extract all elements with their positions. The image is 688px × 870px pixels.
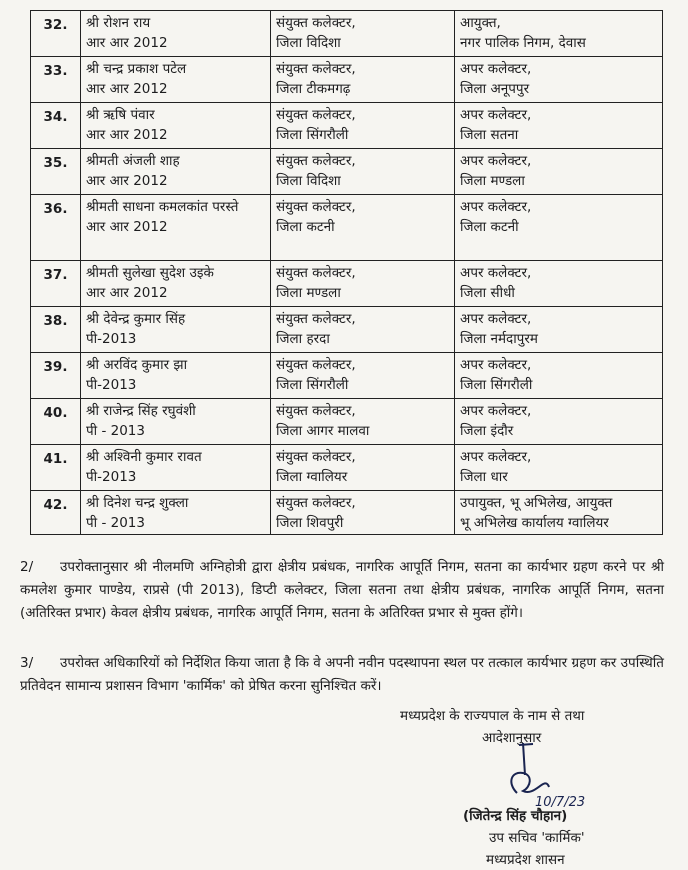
- signature-date: 10/7/23: [535, 795, 586, 810]
- current-posting-line: जिला मण्डला: [276, 285, 341, 301]
- current-posting-line: जिला सिंगरौली: [276, 127, 349, 143]
- new-posting-cell: [455, 57, 663, 103]
- officer-batch: आर आर 2012: [86, 173, 168, 189]
- paragraph-3-number: 3/: [20, 655, 34, 671]
- serial-number: 33.: [31, 57, 81, 103]
- table-row: [31, 261, 663, 307]
- table-row: [31, 353, 663, 399]
- current-posting-cell: [271, 445, 455, 491]
- table-row: [31, 491, 663, 535]
- new-posting-cell: [455, 11, 663, 57]
- new-posting-cell: [455, 261, 663, 307]
- table-row: [31, 307, 663, 353]
- officer-cell: [81, 11, 271, 57]
- new-posting-line: अपर कलेक्टर,: [460, 61, 532, 77]
- new-posting-line: अपर कलेक्टर,: [460, 265, 532, 281]
- new-posting-cell: [455, 103, 663, 149]
- current-posting-line: जिला हरदा: [276, 331, 330, 347]
- current-posting-line: जिला सिंगरौली: [276, 377, 349, 393]
- current-posting-line: संयुक्त कलेक्टर,: [276, 449, 356, 465]
- officer-cell: [81, 399, 271, 445]
- new-posting-line: अपर कलेक्टर,: [460, 311, 532, 327]
- officer-name: श्री अश्विनी कुमार रावत: [86, 449, 202, 465]
- new-posting-line: जिला इंदौर: [460, 423, 514, 439]
- table-row: [31, 57, 663, 103]
- officer-cell: [81, 149, 271, 195]
- officer-batch: पी - 2013: [86, 423, 145, 439]
- paragraph-2: [20, 556, 664, 625]
- officer-batch: पी-2013: [86, 377, 137, 393]
- current-posting-line: जिला विदिशा: [276, 173, 341, 189]
- closing-line-1: मध्यप्रदेश के राज्यपाल के नाम से तथा: [400, 708, 585, 724]
- serial-number: 34.: [31, 103, 81, 149]
- officer-name: श्री ऋषि पंवार: [86, 107, 155, 123]
- officer-cell: [81, 195, 271, 261]
- new-posting-line: जिला अनूपपुर: [460, 81, 530, 97]
- new-posting-cell: [455, 149, 663, 195]
- current-posting-cell: [271, 11, 455, 57]
- current-posting-line: जिला टीकमगढ़: [276, 81, 351, 97]
- serial-number: 42.: [31, 491, 81, 535]
- table-row: [31, 149, 663, 195]
- serial-number: 32.: [31, 11, 81, 57]
- new-posting-cell: [455, 195, 663, 261]
- serial-number: 41.: [31, 445, 81, 491]
- officer-batch: पी-2013: [86, 469, 137, 485]
- current-posting-cell: [271, 195, 455, 261]
- table-row: [31, 11, 663, 57]
- new-posting-cell: [455, 399, 663, 445]
- current-posting-cell: [271, 353, 455, 399]
- signatory-name: (जितेन्द्र सिंह चौहान): [463, 808, 568, 824]
- closing-line-2: आदेशानुसार: [482, 730, 542, 746]
- current-posting-cell: [271, 399, 455, 445]
- officer-batch: आर आर 2012: [86, 81, 168, 97]
- new-posting-cell: [455, 491, 663, 535]
- current-posting-cell: [271, 149, 455, 195]
- transfer-table-body: [31, 11, 663, 535]
- new-posting-line: जिला धार: [460, 469, 508, 485]
- current-posting-line: संयुक्त कलेक्टर,: [276, 15, 356, 31]
- current-posting-cell: [271, 103, 455, 149]
- paragraph-3-text: उपरोक्त अधिकारियों को निर्देशित किया जाता है कि वे अपनी नवीन पदस्थापना स्थल पर तत्काल कार्यभार ग्रहण कर उपस्थिति प्रतिवेदन सामान्य प्रशासन विभाग 'कार्मिक' को प्रेषित करना सुनिश्चित करें।: [20, 655, 664, 694]
- officer-batch: पी-2013: [86, 331, 137, 347]
- new-posting-line: जिला मण्डला: [460, 173, 525, 189]
- officer-cell: [81, 445, 271, 491]
- current-posting-cell: [271, 261, 455, 307]
- current-posting-line: जिला विदिशा: [276, 35, 341, 51]
- table-row: [31, 103, 663, 149]
- new-posting-line: अपर कलेक्टर,: [460, 153, 532, 169]
- officer-name: श्री राजेन्द्र सिंह रघुवंशी: [86, 403, 196, 419]
- new-posting-cell: [455, 445, 663, 491]
- serial-number: 37.: [31, 261, 81, 307]
- officer-cell: [81, 307, 271, 353]
- officer-name: श्री दिनेश चन्द्र शुक्ला: [86, 495, 189, 511]
- new-posting-line: जिला सतना: [460, 127, 519, 143]
- officer-cell: [81, 261, 271, 307]
- table-row: [31, 445, 663, 491]
- new-posting-line: नगर पालिक निगम, देवास: [460, 35, 586, 51]
- paragraph-3: [20, 652, 664, 698]
- current-posting-line: संयुक्त कलेक्टर,: [276, 357, 356, 373]
- current-posting-line: जिला कटनी: [276, 219, 335, 235]
- current-posting-line: जिला आगर मालवा: [276, 423, 370, 439]
- current-posting-line: संयुक्त कलेक्टर,: [276, 265, 356, 281]
- new-posting-line: आयुक्त,: [460, 15, 501, 31]
- current-posting-cell: [271, 491, 455, 535]
- paragraph-2-text: उपरोक्तानुसार श्री नीलमणि अग्निहोत्री द्वारा क्षेत्रीय प्रबंधक, नागरिक आपूर्ति निगम, सतना का कार्यभार ग्रहण करने पर श्री कमलेश कुमार पाण्डेय, राप्रसे (पी 2013), डिप्टी कलेक्टर, जिला सतना तथा क्षेत्रीय प्रबंधक, नागरिक आपूर्ति निगम, सतना (अतिरिक्त प्रभार) केवल क्षेत्रीय प्रबंधक, नागरिक आपूर्ति निगम, सतना के अतिरिक्त प्रभार से मुक्त होंगे।: [20, 559, 664, 621]
- current-posting-line: संयुक्त कलेक्टर,: [276, 495, 356, 511]
- new-posting-line: अपर कलेक्टर,: [460, 357, 532, 373]
- current-posting-line: संयुक्त कलेक्टर,: [276, 403, 356, 419]
- new-posting-line: जिला कटनी: [460, 219, 519, 235]
- officer-batch: आर आर 2012: [86, 127, 168, 143]
- officer-name: श्रीमती साधना कमलकांत परस्ते: [86, 199, 239, 215]
- current-posting-line: संयुक्त कलेक्टर,: [276, 311, 356, 327]
- officer-cell: [81, 491, 271, 535]
- paragraph-2-number: 2/: [20, 559, 34, 575]
- current-posting-cell: [271, 307, 455, 353]
- officer-cell: [81, 57, 271, 103]
- new-posting-line: जिला सीधी: [460, 285, 515, 301]
- current-posting-line: संयुक्त कलेक्टर,: [276, 153, 356, 169]
- officer-batch: आर आर 2012: [86, 285, 168, 301]
- officer-cell: [81, 103, 271, 149]
- serial-number: 35.: [31, 149, 81, 195]
- officer-name: श्रीमती सुलेखा सुदेश उइके: [86, 265, 214, 281]
- officer-name: श्री अरविंद कुमार झा: [86, 357, 188, 373]
- serial-number: 39.: [31, 353, 81, 399]
- officer-batch: पी - 2013: [86, 515, 145, 531]
- serial-number: 40.: [31, 399, 81, 445]
- new-posting-cell: [455, 307, 663, 353]
- current-posting-line: संयुक्त कलेक्टर,: [276, 107, 356, 123]
- serial-number: 36.: [31, 195, 81, 261]
- signatory-designation: उप सचिव 'कार्मिक': [489, 830, 585, 846]
- new-posting-line: जिला सिंगरौली: [460, 377, 533, 393]
- current-posting-line: जिला शिवपुरी: [276, 515, 344, 531]
- new-posting-line: जिला नर्मदापुरम: [460, 331, 538, 347]
- current-posting-line: जिला ग्वालियर: [276, 469, 348, 485]
- transfer-table: [30, 10, 663, 535]
- officer-batch: आर आर 2012: [86, 219, 168, 235]
- officer-cell: [81, 353, 271, 399]
- current-posting-cell: [271, 57, 455, 103]
- officer-batch: आर आर 2012: [86, 35, 168, 51]
- table-row: [31, 399, 663, 445]
- new-posting-line: अपर कलेक्टर,: [460, 107, 532, 123]
- officer-name: श्री रोशन राय: [86, 15, 151, 31]
- current-posting-line: संयुक्त कलेक्टर,: [276, 61, 356, 77]
- new-posting-line: अपर कलेक्टर,: [460, 403, 532, 419]
- signatory-office: मध्यप्रदेश शासन: [486, 852, 565, 868]
- officer-name: श्रीमती अंजली शाह: [86, 153, 180, 169]
- new-posting-line: अपर कलेक्टर,: [460, 449, 532, 465]
- new-posting-cell: [455, 353, 663, 399]
- serial-number: 38.: [31, 307, 81, 353]
- new-posting-line: भू अभिलेख कार्यालय ग्वालियर: [460, 515, 609, 531]
- new-posting-line: अपर कलेक्टर,: [460, 199, 532, 215]
- new-posting-line: उपायुक्त, भू अभिलेख, आयुक्त: [460, 495, 613, 511]
- current-posting-line: संयुक्त कलेक्टर,: [276, 199, 356, 215]
- table-row: [31, 195, 663, 261]
- officer-name: श्री चन्द्र प्रकाश पटेल: [86, 61, 187, 77]
- officer-name: श्री देवेन्द्र कुमार सिंह: [86, 311, 186, 327]
